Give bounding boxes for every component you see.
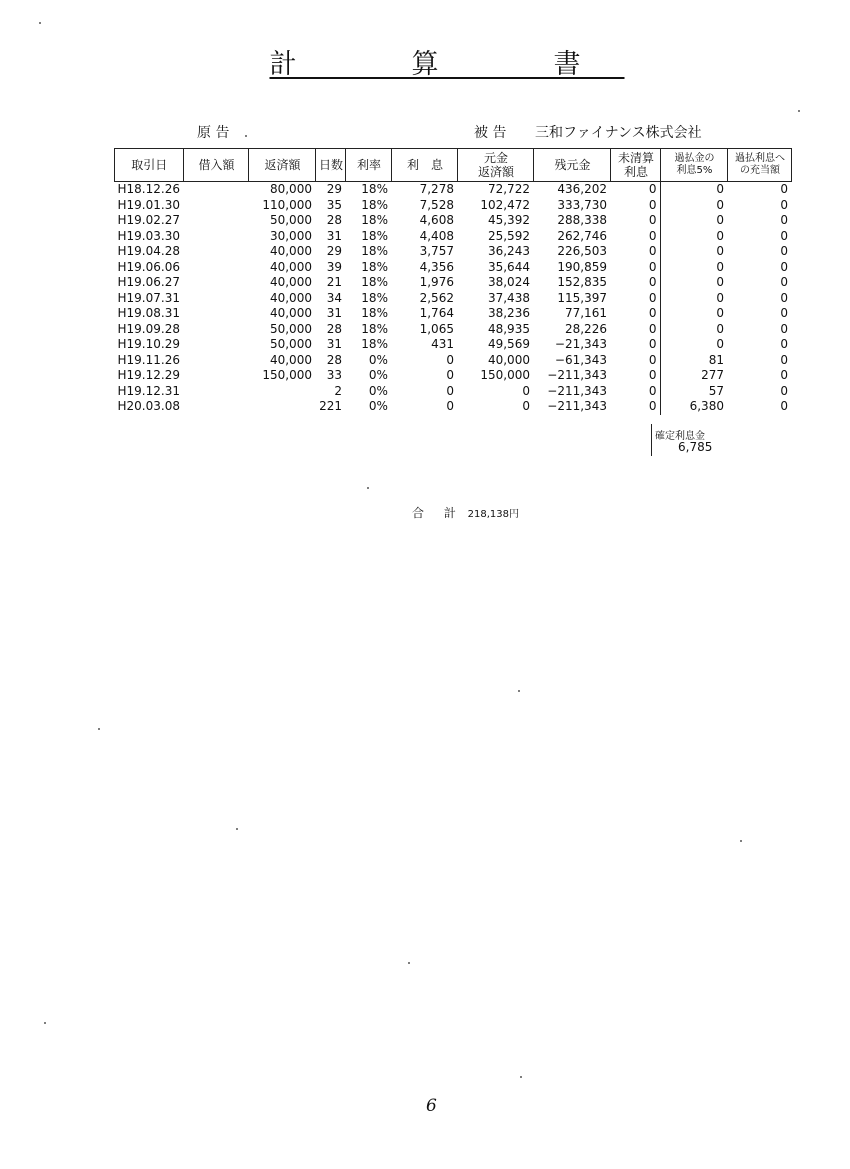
table-row [115, 384, 792, 400]
table-cell: 115,397 [557, 290, 607, 305]
table-cell: 18% [361, 337, 388, 351]
table-row [115, 213, 792, 229]
table-cell: 0 [611, 337, 661, 353]
table-cell: 81 [708, 352, 724, 367]
table-cell: H19.04.28 [117, 244, 180, 258]
table-cell: 1,764 [419, 306, 454, 320]
scan-speck [98, 728, 100, 730]
table-cell: 221 [319, 399, 342, 413]
table-cell: 35,644 [487, 259, 530, 274]
confirmed-interest-value: 6,785 [678, 440, 713, 454]
table-row [115, 399, 792, 415]
scan-speck [236, 828, 238, 830]
table-cell: 35 [326, 197, 342, 212]
table-cell: 4,408 [419, 228, 454, 243]
table-cell: 0 [446, 399, 454, 413]
table-cell: 0 [716, 259, 724, 274]
table-cell: 7,278 [419, 182, 454, 196]
table-cell: 18% [361, 197, 388, 212]
table-cell: 50,000 [269, 337, 312, 351]
table-cell: 0 [446, 352, 454, 367]
table-cell: 18% [361, 244, 388, 258]
table-cell: 37,438 [487, 290, 530, 305]
table-cell: −61,343 [554, 352, 607, 367]
table-cell: 0 [780, 321, 788, 336]
table-cell: 50,000 [269, 213, 312, 227]
table-cell: 0 [780, 182, 788, 196]
table-cell: 0 [611, 213, 661, 229]
column-header: 返済額 [249, 149, 316, 182]
table-cell: 4,356 [419, 259, 454, 274]
table-cell: 18% [361, 275, 388, 289]
scan-speck [39, 22, 41, 24]
table-cell: 0% [368, 399, 388, 413]
table-cell: 48,935 [487, 321, 530, 336]
table-cell: 190,859 [557, 259, 607, 274]
table-cell: H19.12.29 [117, 368, 180, 382]
table-cell: 45,392 [487, 213, 530, 227]
scan-speck [520, 1076, 522, 1078]
table-cell: −211,343 [547, 383, 607, 398]
table-cell: 33 [326, 368, 342, 382]
total-value: 218,138円 [467, 509, 520, 520]
table-cell: 80,000 [269, 182, 312, 196]
table-cell: 28,226 [564, 321, 607, 336]
column-header: 利率 [346, 149, 392, 182]
table-row [115, 291, 792, 307]
table-cell [184, 182, 249, 198]
table-cell: 40,000 [269, 259, 312, 274]
table-cell: 25,592 [487, 228, 530, 243]
table-cell: 7,528 [419, 197, 454, 212]
table-cell: 39 [326, 259, 342, 274]
table-cell [184, 322, 249, 338]
table-cell: 0 [780, 244, 788, 258]
table-cell: 1,065 [419, 321, 454, 336]
table-row [115, 244, 792, 260]
table-cell: 0 [780, 275, 788, 289]
table-cell: 0 [716, 275, 724, 289]
table-cell: 0 [611, 182, 661, 198]
table-cell: 18% [361, 213, 388, 227]
column-header: 過払利息へ の充当額 [728, 149, 792, 182]
column-header: 残元金 [534, 149, 611, 182]
table-cell: 40,000 [269, 290, 312, 305]
table-cell: 0 [611, 306, 661, 322]
table-cell: 28 [326, 352, 342, 367]
document-title: 計 算 書 [269, 49, 625, 80]
column-header: 借入額 [184, 149, 249, 182]
table-cell: H18.12.26 [117, 182, 180, 196]
table-cell: 72,722 [487, 182, 530, 196]
scan-speck [798, 110, 800, 112]
table-cell: H19.12.31 [117, 383, 180, 398]
table-cell: 0% [368, 352, 388, 367]
table-cell: 277 [701, 368, 724, 382]
defendant-label: 被 告 [474, 125, 507, 141]
table-cell: 18% [361, 259, 388, 274]
table-cell: H19.02.27 [117, 213, 180, 227]
table-cell: 18% [361, 321, 388, 336]
table-cell: 0 [780, 399, 788, 413]
table-cell: 77,161 [564, 306, 607, 320]
table-cell: 40,000 [269, 306, 312, 320]
table-cell: H19.09.28 [117, 321, 180, 336]
table-cell [184, 399, 249, 415]
table-row [115, 353, 792, 369]
table-cell: H19.08.31 [117, 306, 180, 320]
table-cell: 34 [326, 290, 342, 305]
table-row [115, 260, 792, 276]
scan-speck [44, 1022, 46, 1024]
table-cell: 18% [361, 290, 388, 305]
table-cell: 0 [780, 368, 788, 382]
table-cell: 0 [611, 275, 661, 291]
table-cell: 0 [611, 399, 661, 415]
table-cell: 18% [361, 228, 388, 243]
table-cell: 0 [611, 384, 661, 400]
table-cell: 0 [611, 368, 661, 384]
table-cell: 0 [611, 229, 661, 245]
total-label: 合 計 [412, 506, 464, 520]
table-cell: 150,000 [480, 368, 530, 382]
table-cell: 3,757 [419, 244, 454, 258]
table-cell [184, 213, 249, 229]
table-cell: 0 [716, 213, 724, 227]
table-header-row [115, 149, 792, 182]
table-cell: 431 [431, 337, 454, 351]
table-cell: 50,000 [269, 321, 312, 336]
column-header: 過払金の 利息5% [661, 149, 728, 182]
table-cell: 262,746 [557, 228, 607, 243]
table-row [115, 198, 792, 214]
table-cell: 0 [716, 244, 724, 258]
table-cell: 0 [780, 352, 788, 367]
table-cell: 0 [716, 321, 724, 336]
table-cell: 288,338 [557, 213, 607, 227]
scan-speck [245, 135, 247, 137]
table-cell: 36,243 [487, 244, 530, 258]
table-cell: 0% [368, 368, 388, 382]
table-cell: 0 [780, 290, 788, 305]
table-cell: 28 [326, 213, 342, 227]
table-cell [184, 260, 249, 276]
table-cell [184, 368, 249, 384]
table-cell: 0 [716, 337, 724, 351]
table-cell [249, 399, 316, 415]
table-cell: 0% [368, 383, 388, 398]
table-cell: 0 [780, 197, 788, 212]
table-cell: 28 [326, 321, 342, 336]
table-row [115, 182, 792, 198]
table-cell: 40,000 [269, 275, 312, 289]
table-cell: 40,000 [487, 352, 530, 367]
table-cell: 0 [446, 383, 454, 398]
table-cell: 0 [716, 228, 724, 243]
table-cell: 0 [716, 182, 724, 196]
table-cell [184, 198, 249, 214]
table-cell: 0 [780, 306, 788, 320]
table-body [115, 182, 792, 415]
table-cell [184, 306, 249, 322]
table-cell: 49,569 [487, 337, 530, 351]
plaintiff-label: 原 告 [197, 125, 230, 141]
table-row [115, 306, 792, 322]
table-cell [184, 384, 249, 400]
table-cell: 150,000 [262, 368, 312, 382]
table-cell: H19.10.29 [117, 337, 180, 351]
table-cell: 29 [326, 182, 342, 196]
table-cell: −21,343 [554, 337, 607, 351]
table-cell: 2,562 [419, 290, 454, 305]
table-cell: 0 [446, 368, 454, 382]
table-cell: 0 [611, 260, 661, 276]
table-cell: 152,835 [557, 275, 607, 289]
table-cell: H19.11.26 [117, 352, 180, 367]
table-cell: −211,343 [547, 399, 607, 413]
table-cell: 226,503 [557, 244, 607, 258]
column-header: 未清算 利息 [611, 149, 661, 182]
table-cell: 0 [611, 353, 661, 369]
table-cell: 0 [780, 337, 788, 351]
table-cell: 0 [522, 399, 530, 413]
table-row [115, 229, 792, 245]
table-cell: 110,000 [262, 197, 312, 212]
table-row [115, 368, 792, 384]
table-cell: 0 [716, 197, 724, 212]
table-cell: 40,000 [269, 352, 312, 367]
table-cell: 0 [716, 290, 724, 305]
table-cell [184, 353, 249, 369]
table-cell: 18% [361, 182, 388, 196]
table-cell: 38,024 [487, 275, 530, 289]
table-cell: H20.03.08 [117, 399, 180, 413]
scan-speck [740, 840, 742, 842]
table-cell: 0 [780, 259, 788, 274]
defendant-name: 三和ファイナンス株式会社 [535, 125, 702, 141]
table-cell [184, 291, 249, 307]
table-cell: 31 [326, 306, 342, 320]
table-cell: 0 [716, 306, 724, 320]
total-line [412, 504, 519, 521]
table-cell: 0 [780, 228, 788, 243]
table-cell: H19.06.27 [117, 275, 180, 289]
column-header: 日数 [316, 149, 346, 182]
table-cell: 333,730 [557, 197, 607, 212]
table-cell: 0 [780, 383, 788, 398]
table-cell [184, 229, 249, 245]
table-cell: 0 [780, 213, 788, 227]
confirmed-interest-box [651, 424, 722, 456]
table-cell [184, 337, 249, 353]
table-cell: 102,472 [480, 197, 530, 212]
table-cell: 0 [522, 383, 530, 398]
table-cell [249, 384, 316, 400]
table-cell [184, 244, 249, 260]
table-cell [184, 275, 249, 291]
table-cell: 0 [611, 291, 661, 307]
table-cell: −211,343 [547, 368, 607, 382]
table-cell: 57 [708, 383, 724, 398]
scan-speck [408, 962, 410, 964]
table-cell: 38,236 [487, 306, 530, 320]
table-cell: 1,976 [419, 275, 454, 289]
table-cell: 29 [326, 244, 342, 258]
column-header: 利 息 [392, 149, 458, 182]
table-cell: H19.01.30 [117, 197, 180, 212]
column-header: 元金 返済額 [458, 149, 534, 182]
table-cell: 30,000 [269, 228, 312, 243]
table-cell: 2 [334, 383, 342, 398]
table-cell: H19.06.06 [117, 259, 180, 274]
table-cell: 21 [326, 275, 342, 289]
table-cell: 4,608 [419, 213, 454, 227]
scan-speck [367, 487, 369, 489]
table-cell: 40,000 [269, 244, 312, 258]
table-cell: 31 [326, 337, 342, 351]
column-header: 取引日 [115, 149, 184, 182]
table-row [115, 322, 792, 338]
table-row [115, 337, 792, 353]
page-number: 6 [426, 1096, 437, 1116]
scan-speck [518, 690, 520, 692]
table-cell: H19.07.31 [117, 290, 180, 305]
table-cell: 0 [611, 244, 661, 260]
table-cell: 0 [611, 322, 661, 338]
table-cell: H19.03.30 [117, 228, 180, 243]
calculation-table [114, 148, 792, 415]
table-cell: 6,380 [689, 399, 724, 413]
table-row [115, 275, 792, 291]
table-cell: 436,202 [557, 182, 607, 196]
table-cell: 18% [361, 306, 388, 320]
table-cell: 0 [611, 198, 661, 214]
confirmed-interest-label: 確定利息金 [655, 431, 705, 442]
table-cell: 31 [326, 228, 342, 243]
